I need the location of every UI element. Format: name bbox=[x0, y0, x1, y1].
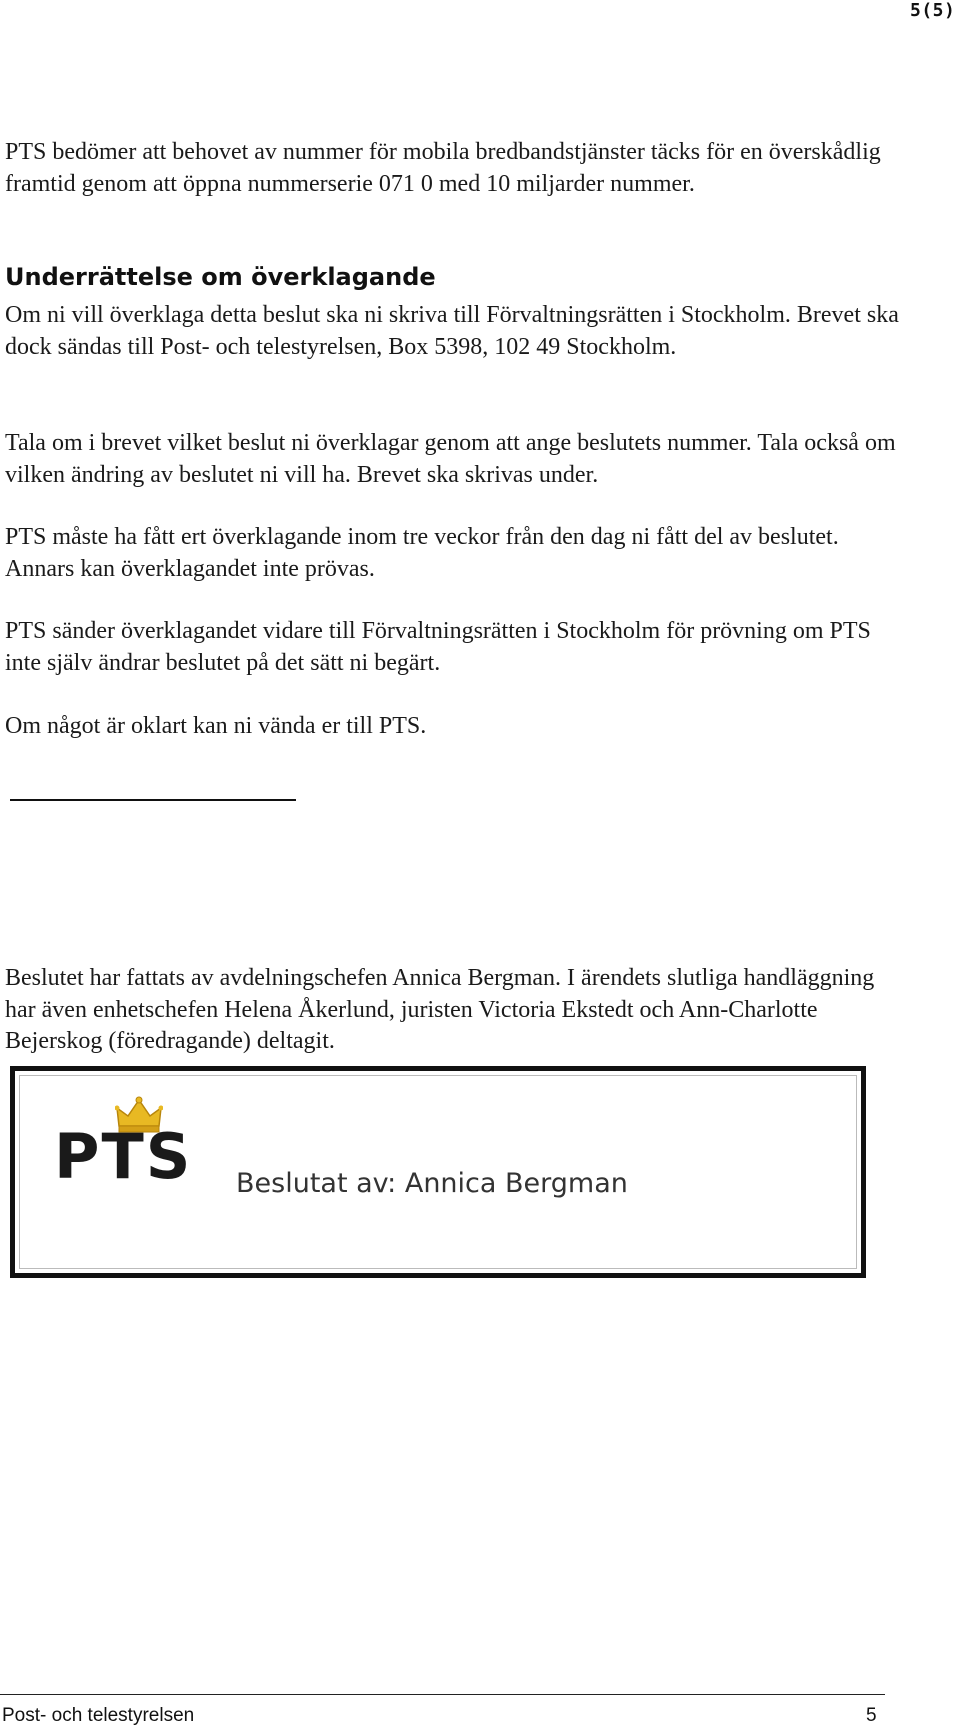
appeal-paragraph-5: Om något är oklart kan ni vända er till PTS. bbox=[5, 713, 427, 739]
decision-paragraph: Beslutet har fattats av avdelningschefen Annica Bergman. I ärendets slutliga handläggning har även enhetschefen Helena Åkerlund, juristen Victoria Ekstedt och Ann-Charlotte Bejerskog (föredragande) deltagit. bbox=[5, 965, 875, 1054]
electronic-signature-box bbox=[10, 1066, 866, 1278]
appeal-paragraph-3: PTS måste ha fått ert överklagande inom tre veckor från den dag ni fått del av beslutet. Annars kan överklagandet inte prövas. bbox=[5, 524, 839, 582]
intro-paragraph: PTS bedömer att behovet av nummer för mobila bredbandstjänster täcks för en överskådlig framtid genom att öppna nummerserie 071 0 med 10 miljarder nummer. bbox=[5, 139, 881, 197]
pts-logo: PTS bbox=[54, 1120, 193, 1193]
appeal-paragraph-1: Om ni vill överklaga detta beslut ska ni skriva till Förvaltningsrätten i Stockholm. Brevet ska dock sändas till Post- och telestyrelsen, Box 5398, 102 49 Stockholm. bbox=[5, 302, 899, 360]
signed-by-text: Beslutat av: Annica Bergman bbox=[236, 1168, 628, 1199]
appeal-paragraph-4: PTS sänder överklagandet vidare till Förvaltningsrätten i Stockholm för prövning om PTS inte själv ändrar beslutet på det sätt ni begärt. bbox=[5, 618, 871, 676]
footer-organization: Post- och telestyrelsen bbox=[2, 1705, 195, 1726]
footer-divider bbox=[0, 1694, 885, 1695]
page-number: 5(5) bbox=[910, 0, 956, 21]
footer-page-number: 5 bbox=[866, 1705, 877, 1726]
appeal-heading: Underrättelse om överklagande bbox=[5, 263, 436, 291]
signature-line bbox=[10, 799, 296, 801]
appeal-paragraph-2: Tala om i brevet vilket beslut ni överklagar genom att ange beslutets nummer. Tala också om vilken ändring av beslutet ni vill ha. Brevet ska skrivas under. bbox=[5, 430, 896, 488]
